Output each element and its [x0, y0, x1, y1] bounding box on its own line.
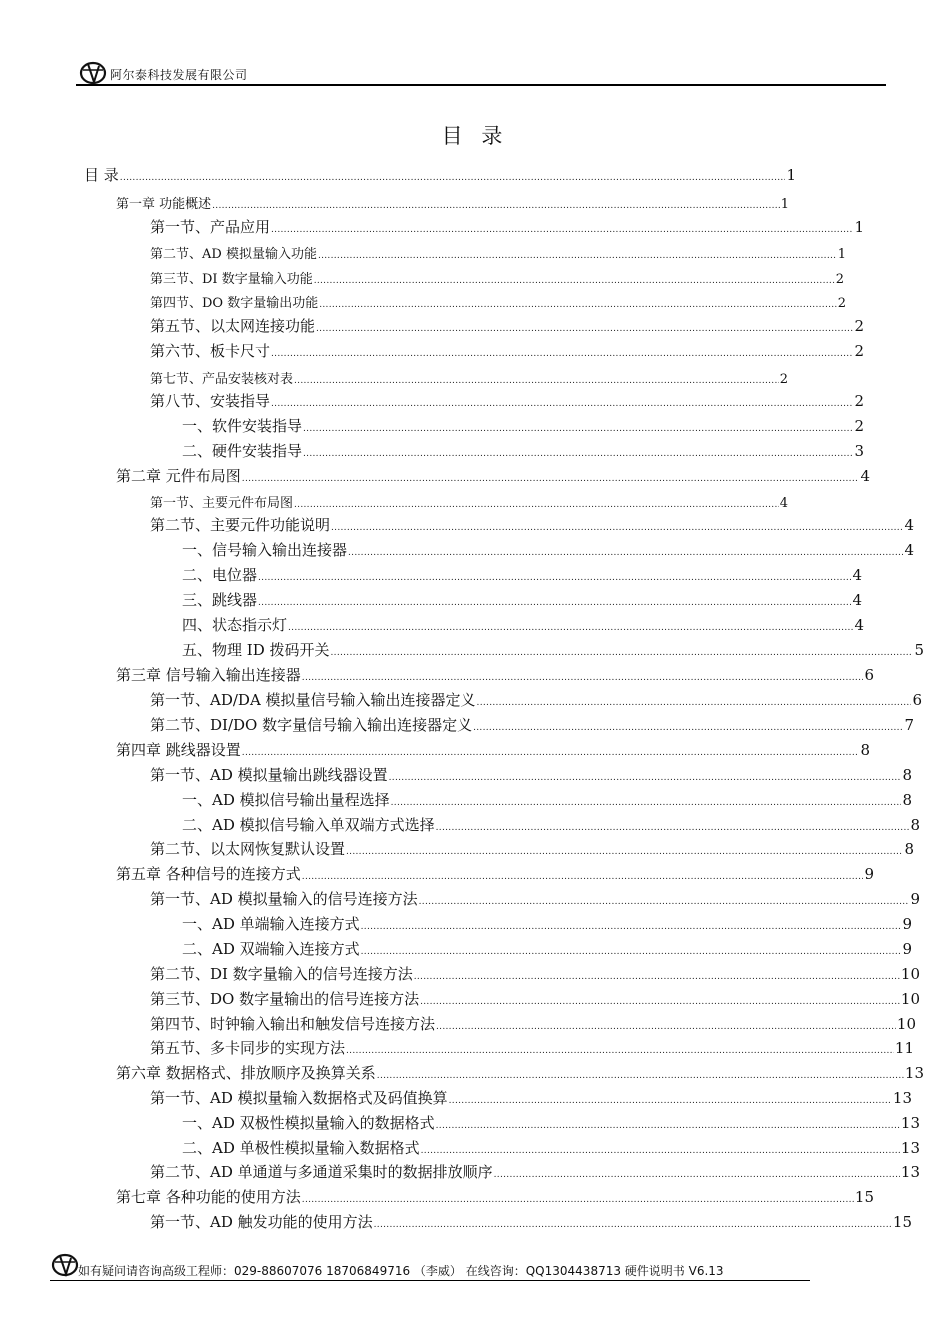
toc-entry[interactable]: 第六节、板卡尺寸 ..... 2: [150, 340, 864, 361]
toc-entry[interactable]: 二、电位器 ..... 4: [182, 564, 862, 585]
toc-entry[interactable]: 第一章 功能概述 ..... 1: [116, 193, 789, 212]
toc-entry[interactable]: 第六章 数据格式、排放顺序及换算关系 ..... 13: [116, 1062, 924, 1083]
toc-entry[interactable]: 第二节、DI 数字量输入的信号连接方法 ..... 10: [150, 963, 920, 984]
toc-entry[interactable]: 第三章 信号输入输出连接器 ..... 6: [116, 664, 874, 685]
toc-entry[interactable]: 第五节、多卡同步的实现方法 ..... 11: [150, 1037, 914, 1058]
toc-entry[interactable]: 第一节、AD/DA 模拟量信号输入输出连接器定义 ..... 6: [150, 689, 922, 710]
toc-entry[interactable]: 二、硬件安装指导 ..... 3: [182, 440, 864, 461]
toc-entry[interactable]: 第二节、DI/DO 数字量信号输入输出连接器定义 ..... 7: [150, 714, 914, 735]
toc-entry[interactable]: 一、AD 单端输入连接方式 ..... 9: [182, 913, 912, 934]
toc-entry[interactable]: 第一节、AD 模拟量输入数据格式及码值换算 ..... 13: [150, 1087, 912, 1108]
company-logo-icon: [50, 1250, 80, 1280]
toc-entry[interactable]: 第五节、以太网连接功能 ..... 2: [150, 315, 864, 336]
toc-entry[interactable]: 第五章 各种信号的连接方式 ..... 9: [116, 863, 874, 884]
toc-entry[interactable]: 第四节、时钟输入输出和触发信号连接方法 ..... 10: [150, 1013, 916, 1034]
toc-entry[interactable]: 一、信号输入输出连接器 ..... 4: [182, 539, 914, 560]
footer-contact: 如有疑问请咨询高级工程师：029-88607076 18706849716 （李威） 在线咨询：QQ1304438713 硬件说明书 V6.13: [78, 1264, 724, 1278]
toc-entry[interactable]: 三、跳线器 ..... 4: [182, 589, 862, 610]
toc-entry[interactable]: 第七节、产品安装核对表 ..... 2: [150, 368, 788, 387]
toc-entry[interactable]: 二、AD 模拟信号输入单双端方式选择 ..... 8: [182, 814, 920, 835]
toc-entry[interactable]: 二、AD 单极性模拟量输入数据格式 ..... 13: [182, 1137, 920, 1158]
toc-entry[interactable]: 目 录 ..... 1: [84, 164, 796, 185]
toc-entry[interactable]: 二、AD 双端输入连接方式 ..... 9: [182, 938, 912, 959]
page-footer: [50, 1250, 810, 1284]
toc-entry[interactable]: 第一节、AD 模拟量输出跳线器设置 ..... 8: [150, 764, 912, 785]
toc-entry[interactable]: 一、AD 模拟信号输出量程选择 ..... 8: [182, 789, 912, 810]
toc-entry[interactable]: 一、软件安装指导 ..... 2: [182, 415, 864, 436]
page-title: 目 录: [441, 124, 509, 148]
toc-entry[interactable]: 第一节、产品应用 ..... 1: [150, 216, 864, 237]
toc-entry[interactable]: 第四章 跳线器设置 ..... 8: [116, 739, 870, 760]
toc-entry[interactable]: 第一节、AD 模拟量输入的信号连接方法 ..... 9: [150, 888, 920, 909]
toc-entry[interactable]: 四、状态指示灯 ..... 4: [182, 614, 864, 635]
toc-entry[interactable]: 第一节、AD 触发功能的使用方法 ..... 15: [150, 1211, 912, 1232]
toc-entry[interactable]: 第二章 元件布局图 ..... 4: [116, 465, 870, 486]
toc-entry[interactable]: 第二节、AD 模拟量输入功能 ..... 1: [150, 243, 846, 262]
toc-entry[interactable]: 第八节、安装指导 ..... 2: [150, 390, 864, 411]
toc-entry[interactable]: 第七章 各种功能的使用方法 ..... 15: [116, 1186, 874, 1207]
footer-rule: [50, 1280, 810, 1281]
toc-entry[interactable]: 第二节、主要元件功能说明 ..... 4: [150, 514, 914, 535]
company-name: 阿尔泰科技发展有限公司: [110, 68, 248, 82]
toc-entry[interactable]: 第一节、主要元件布局图 ..... 4: [150, 492, 788, 511]
toc-entry[interactable]: 一、AD 双极性模拟量输入的数据格式 ..... 13: [182, 1112, 920, 1133]
toc-entry[interactable]: 五、物理 ID 拨码开关 ..... 5: [182, 639, 924, 660]
toc-entry[interactable]: 第二节、以太网恢复默认设置 ..... 8: [150, 838, 914, 859]
toc-entry[interactable]: 第四节、DO 数字量输出功能 ..... 2: [150, 292, 846, 311]
toc-entry[interactable]: 第二节、AD 单通道与多通道采集时的数据排放顺序 ..... 13: [150, 1161, 920, 1182]
toc-entry[interactable]: 第三节、DI 数字量输入功能 ..... 2: [150, 268, 844, 287]
toc-entry[interactable]: 第三节、DO 数字量输出的信号连接方法 ..... 10: [150, 988, 920, 1009]
